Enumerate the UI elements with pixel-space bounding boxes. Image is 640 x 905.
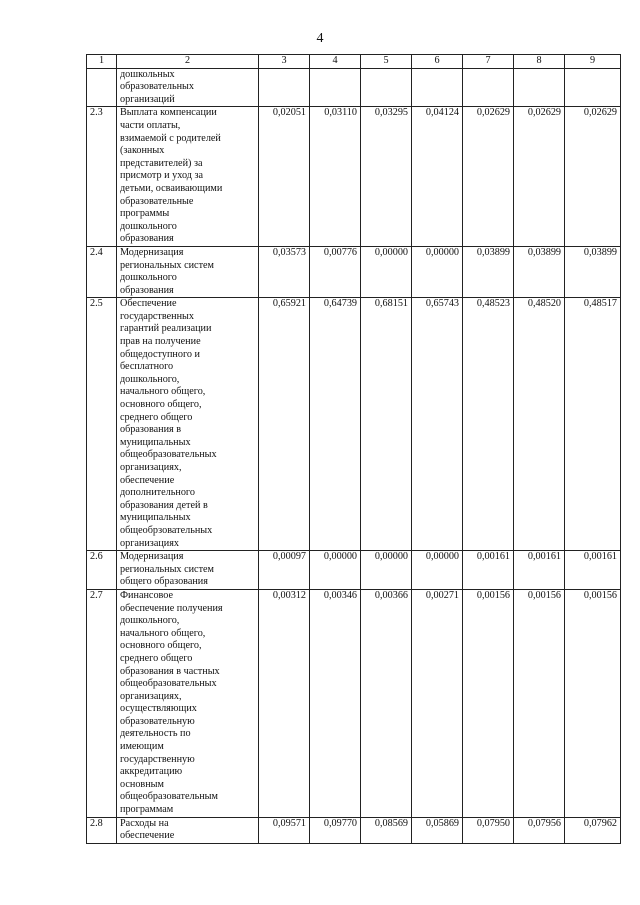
- value-cell: 0,00271: [412, 589, 463, 817]
- column-header: 1: [87, 55, 117, 69]
- table-row: [87, 551, 621, 590]
- value-cell: [565, 68, 621, 107]
- table-row: [87, 817, 621, 843]
- row-number: 2.6: [87, 551, 117, 590]
- value-cell: 0,00156: [565, 589, 621, 817]
- value-cell: 0,48520: [514, 298, 565, 551]
- value-cell: 0,03899: [514, 246, 565, 297]
- value-cell: 0,02629: [514, 107, 565, 247]
- value-cell: 0,00776: [310, 246, 361, 297]
- value-cell: 0,00161: [565, 551, 621, 590]
- value-cell: 0,07950: [463, 817, 514, 843]
- value-cell: 0,65743: [412, 298, 463, 551]
- value-cell: [259, 68, 310, 107]
- value-cell: 0,03573: [259, 246, 310, 297]
- row-number: [87, 68, 117, 107]
- value-cell: 0,00161: [514, 551, 565, 590]
- table-row: [87, 589, 621, 817]
- value-cell: 0,04124: [412, 107, 463, 247]
- row-description: Выплата компенсации части оплаты, взимаемой с родителей (законных представителей) за присмотр и уход за детьми, осваивающими образовательные программы дошкольного образования: [117, 107, 259, 247]
- value-cell: 0,48523: [463, 298, 514, 551]
- table-row: [87, 107, 621, 247]
- column-header: 5: [361, 55, 412, 69]
- table-row: [87, 246, 621, 297]
- row-description: дошкольных образовательных организаций: [117, 68, 259, 107]
- row-number: 2.5: [87, 298, 117, 551]
- column-header: 4: [310, 55, 361, 69]
- value-cell: 0,00156: [514, 589, 565, 817]
- value-cell: 0,68151: [361, 298, 412, 551]
- table-body: [87, 68, 621, 843]
- value-cell: 0,03899: [565, 246, 621, 297]
- value-cell: 0,08569: [361, 817, 412, 843]
- row-description: Модернизация региональных систем общего образования: [117, 551, 259, 590]
- value-cell: 0,65921: [259, 298, 310, 551]
- value-cell: 0,00097: [259, 551, 310, 590]
- column-header: 2: [117, 55, 259, 69]
- value-cell: 0,09770: [310, 817, 361, 843]
- value-cell: 0,00000: [310, 551, 361, 590]
- value-cell: 0,48517: [565, 298, 621, 551]
- value-cell: 0,07962: [565, 817, 621, 843]
- value-cell: 0,03899: [463, 246, 514, 297]
- value-cell: 0,64739: [310, 298, 361, 551]
- value-cell: [310, 68, 361, 107]
- value-cell: 0,00366: [361, 589, 412, 817]
- value-cell: 0,00156: [463, 589, 514, 817]
- value-cell: [463, 68, 514, 107]
- row-number: 2.8: [87, 817, 117, 843]
- column-header: 3: [259, 55, 310, 69]
- row-number: 2.3: [87, 107, 117, 247]
- column-header: 8: [514, 55, 565, 69]
- value-cell: 0,03295: [361, 107, 412, 247]
- value-cell: 0,00312: [259, 589, 310, 817]
- row-description: Обеспечение государственных гарантий реализации прав на получение общедоступного и бесплатного дошкольного, начального общего, основного общего, среднего общего образования в муниципальных общеобразовательных организациях, обеспечение дополнительного образования детей в муниципальных общеобрзовательных организациях: [117, 298, 259, 551]
- column-header: 7: [463, 55, 514, 69]
- row-number: 2.4: [87, 246, 117, 297]
- table-row: [87, 68, 621, 107]
- page-number: 4: [316, 31, 324, 46]
- value-cell: [412, 68, 463, 107]
- value-cell: 0,03110: [310, 107, 361, 247]
- value-cell: 0,00000: [361, 246, 412, 297]
- value-cell: 0,09571: [259, 817, 310, 843]
- value-cell: 0,00000: [412, 246, 463, 297]
- column-header: 9: [565, 55, 621, 69]
- value-cell: 0,00000: [412, 551, 463, 590]
- row-description: Расходы на обеспечение: [117, 817, 259, 843]
- value-cell: 0,05869: [412, 817, 463, 843]
- value-cell: 0,02629: [463, 107, 514, 247]
- value-cell: 0,00161: [463, 551, 514, 590]
- column-header: 6: [412, 55, 463, 69]
- row-description: Модернизация региональных систем дошкольного образования: [117, 246, 259, 297]
- value-cell: 0,02051: [259, 107, 310, 247]
- row-number: 2.7: [87, 589, 117, 817]
- table-row: [87, 298, 621, 551]
- value-cell: 0,02629: [565, 107, 621, 247]
- row-description: Финансовое обеспечение получения дошкольного, начального общего, основного общего, среднего общего образования в частных общеобразовательных организациях, осуществляющих образовательную деятельность по имеющим государственную аккредитацию основным общеобразовательным программам: [117, 589, 259, 817]
- value-cell: [361, 68, 412, 107]
- value-cell: [514, 68, 565, 107]
- data-table: [86, 54, 621, 844]
- value-cell: 0,07956: [514, 817, 565, 843]
- table-header-row: [87, 55, 621, 69]
- value-cell: 0,00346: [310, 589, 361, 817]
- value-cell: 0,00000: [361, 551, 412, 590]
